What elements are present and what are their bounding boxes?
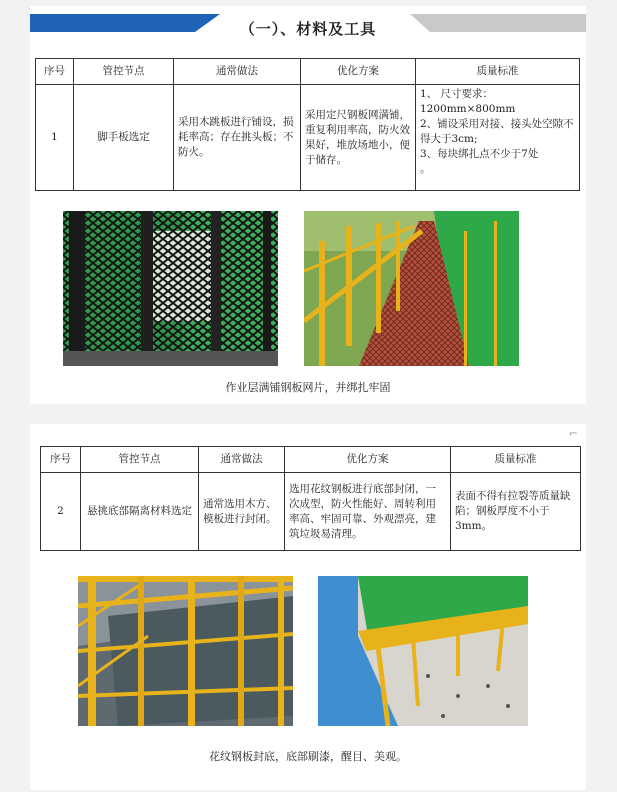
row-index: 2	[41, 473, 81, 551]
table-header-row	[36, 59, 580, 85]
standard-line: 1200mm×800mm	[420, 103, 516, 115]
photo-caption: 花纹钢板封底，底部刷漆，醒目、美观。	[209, 750, 407, 763]
row-optimized-plan: 选用花纹钢板进行底部封闭，一次成型，防火性能好、周转利用率高、牢固可靠、外观漂亮，建筑垃圾易清理。	[285, 473, 451, 551]
row-quality-standard	[416, 85, 580, 191]
row-usual-practice: 通常选用木方、模板进行封闭。	[199, 473, 285, 551]
cantilever-platform-photo	[318, 576, 528, 726]
standard-line: 1、 尺寸要求：	[420, 88, 494, 100]
standard-line: 。	[420, 163, 431, 175]
row-control-node: 悬挑底部隔离材料选定	[81, 473, 199, 551]
standard-line: 3、每块绑扎点不少于7处	[420, 148, 539, 160]
document-page-1	[30, 6, 586, 404]
yellow-scaffold-photo	[78, 576, 293, 726]
row-index: 1	[36, 85, 74, 191]
header-optimized-plan: 优化方案	[301, 59, 416, 85]
document-page-2	[30, 424, 586, 790]
header-usual-practice: 通常做法	[174, 59, 301, 85]
standard-line: 2、铺设采用对接、接头处空隙不得大于3cm;	[420, 118, 574, 145]
header-optimized-plan: 优化方案	[285, 447, 451, 473]
row-control-node: 脚手板选定	[74, 85, 174, 191]
table-row	[41, 473, 581, 551]
header-index: 序号	[41, 447, 81, 473]
header-control-node: 管控节点	[74, 59, 174, 85]
section-title: （一）、材料及工具	[239, 20, 377, 38]
row-optimized-plan: 采用定尺钢板网满铺，重复利用率高，防火效果好，堆放场地小，便于储存。	[301, 85, 416, 191]
photo-caption: 作业层满铺钢板网片，并绑扎牢固	[225, 381, 391, 394]
row-usual-practice: 采用木跳板进行铺设，损耗率高；存在挑头板；不防火。	[174, 85, 301, 191]
header-index: 序号	[36, 59, 74, 85]
control-table-2	[40, 446, 581, 551]
row-quality-standard: 表面不得有拉裂等质量缺陷；钢板厚度不小于3mm。	[451, 473, 581, 551]
control-table-1	[35, 58, 580, 191]
page-corner-mark: ⌐	[568, 427, 578, 440]
header-quality-standard: 质量标准	[451, 447, 581, 473]
table-row	[36, 85, 580, 191]
table-header-row	[41, 447, 581, 473]
header-quality-standard: 质量标准	[416, 59, 580, 85]
header-control-node: 管控节点	[81, 447, 199, 473]
scaffold-walkway-photo	[304, 211, 519, 366]
header-usual-practice: 通常做法	[199, 447, 285, 473]
steel-mesh-panel-photo	[63, 211, 278, 366]
